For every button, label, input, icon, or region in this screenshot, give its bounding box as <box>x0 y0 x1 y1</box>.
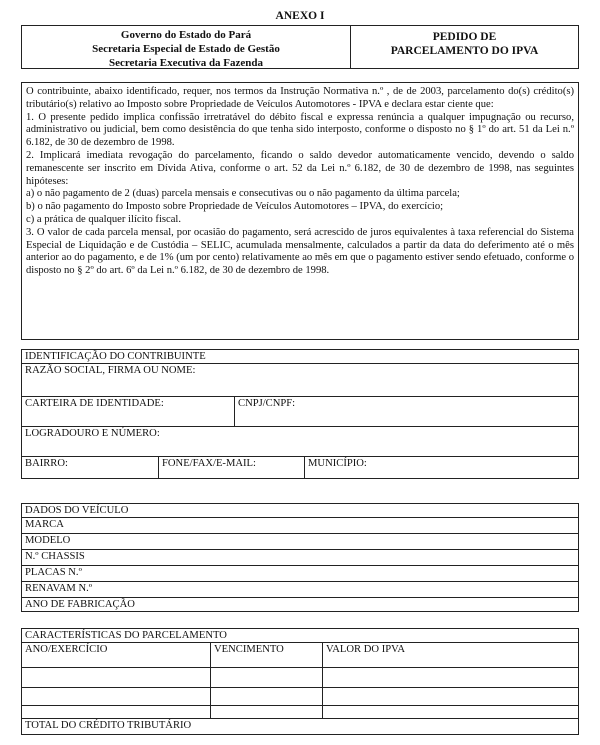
vehicle-data-section <box>21 503 579 612</box>
header-line-3: Secretaria Executiva da Fazenda <box>108 57 264 69</box>
chassis-label: N.º CHASSIS <box>25 551 85 562</box>
fone-label: FONE/FAX/E-MAIL: <box>162 458 256 469</box>
vehicle-section-title: DADOS DO VEÍCULO <box>25 505 129 516</box>
taxpayer-identification-section <box>21 349 579 479</box>
vencimento-header: VENCIMENTO <box>214 644 284 655</box>
installment-grid-line-2 <box>22 687 578 688</box>
bairro-label: BAIRRO: <box>25 458 68 469</box>
total-credito-label: TOTAL DO CRÉDITO TRIBUTÁRIO <box>25 720 192 731</box>
ano-exercicio-header: ANO/EXERCÍCIO <box>25 644 108 655</box>
total-credito-field[interactable] <box>22 719 578 736</box>
header-government-box <box>21 25 351 69</box>
clause-2c: c) a prática de qualquer ilícito fiscal. <box>26 213 182 225</box>
municipio-field[interactable] <box>304 457 578 479</box>
annex-title: ANEXO I <box>275 10 325 22</box>
declaration-text <box>21 82 579 340</box>
vehicle-section-title-row <box>22 504 578 518</box>
logradouro-label: LOGRADOURO E NÚMERO: <box>25 428 160 439</box>
installment-section-title: CARACTERÍSTICAS DO PARCELAMENTO <box>25 630 227 641</box>
clause-2b: b) o não pagamento do Imposto sobre Propriedade de Veículos Automotores – IPVA, do exercício; <box>26 201 444 213</box>
form-title-line-1: PEDIDO DE <box>432 31 497 43</box>
taxpayer-section-title: IDENTIFICAÇÃO DO CONTRIBUINTE <box>25 351 206 362</box>
header-form-title-box <box>351 25 579 69</box>
address-row <box>22 457 578 479</box>
modelo-field[interactable] <box>22 534 578 550</box>
header-line-1: Governo do Estado do Pará <box>120 29 252 41</box>
clause-2: 2. Implicará imediata revogação do parcelamento, ficando o saldo devedor automaticamente vencido, devendo o saldo remanescente ser inscrito em Dívida Ativa, conforme o art. 52 da Lei n.º 6.182, de 30 de dezembro de 1998, nas seguintes hipóteses: <box>26 149 574 187</box>
renavam-field[interactable] <box>22 582 578 598</box>
bairro-field[interactable] <box>22 457 158 479</box>
placas-label: PLACAS N.º <box>25 567 82 578</box>
carteira-identidade-field[interactable] <box>22 397 234 426</box>
modelo-label: MODELO <box>25 535 71 546</box>
marca-label: MARCA <box>25 519 64 530</box>
ano-fabricacao-label: ANO DE FABRICAÇÃO <box>25 599 135 610</box>
taxpayer-section-title-row <box>22 350 578 364</box>
fone-field[interactable] <box>158 457 304 479</box>
placas-field[interactable] <box>22 566 578 582</box>
ano-fabricacao-field[interactable] <box>22 598 578 613</box>
valor-ipva-header: VALOR DO IPVA <box>326 644 406 655</box>
identity-row <box>22 397 578 427</box>
chassis-field[interactable] <box>22 550 578 566</box>
clause-2a: a) o não pagamento de 2 (duas) parcela mensais e consecutivas ou o não pagamento da última parcela; <box>26 188 460 200</box>
form-title-line-2: PARCELAMENTO DO IPVA <box>390 45 539 57</box>
cnpj-field[interactable] <box>234 397 578 426</box>
renavam-label: RENAVAM N.º <box>25 583 93 594</box>
installment-section <box>21 628 579 735</box>
header-line-2: Secretaria Especial de Estado de Gestão <box>92 43 280 55</box>
cnpj-label: CNPJ/CNPF: <box>238 398 296 409</box>
installment-grid-line-3 <box>22 705 578 706</box>
carteira-identidade-label: CARTEIRA DE IDENTIDADE: <box>25 398 164 409</box>
clause-3: 3. O valor de cada parcela mensal, por ocasião do pagamento, será acrescido de juros equivalentes à taxa referencial do Sistema Especial de Liquidação e de Custódia – SELIC, acumulada mensalmente, calculados a partir da data do deferimento até o mês anterior ao do pagamento, e de 1% (um por cento) relativamente ao mês em que o pagamento estiver sendo efetuado, conforme o disposto no § 2º do art. 6º da Lei n.º 6.182, de 30 de dezembro de 1998. <box>26 226 574 277</box>
logradouro-field[interactable] <box>22 427 578 457</box>
installment-grid <box>22 643 578 719</box>
installment-section-title-row <box>22 629 578 643</box>
razao-social-field[interactable] <box>22 364 578 397</box>
clause-1: 1. O presente pedido implica confissão irretratável do débito fiscal e expressa renúncia a qualquer impugnação ou recurso, administrativo ou judicial, bem como desistência do que tenha sido interposto, conforme o disposto no § 1º do art. 51 da Lei n.º 6.182, de 30 de dezembro de 1998. <box>26 111 574 149</box>
installment-grid-line-1 <box>22 667 578 668</box>
declaration-intro: O contribuinte, abaixo identificado, requer, nos termos da Instrução Normativa n.º , de de 2003, parcelamento do(s) crédito(s) tributário(s) relativo ao Imposto sobre Propriedade de Veículos Automotores - IPVA e declara estar ciente que: <box>26 86 574 110</box>
razao-social-label: RAZÃO SOCIAL, FIRMA OU NOME: <box>25 365 196 376</box>
marca-field[interactable] <box>22 518 578 534</box>
ano-exercicio-column[interactable] <box>22 643 210 718</box>
vencimento-column[interactable] <box>210 643 322 718</box>
municipio-label: MUNICÍPIO: <box>308 458 367 469</box>
valor-ipva-column[interactable] <box>322 643 578 718</box>
